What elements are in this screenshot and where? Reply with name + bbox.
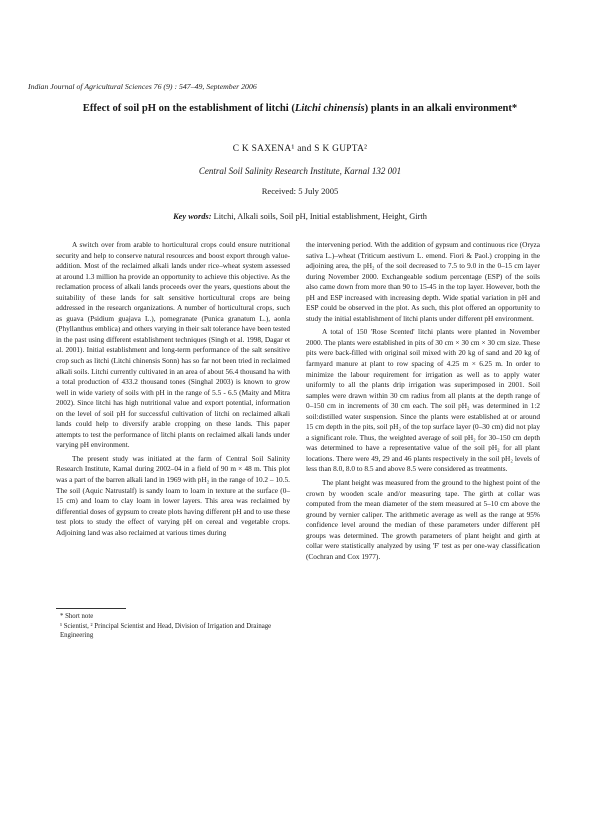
right-column	[306, 240, 540, 562]
keywords-label: Key words:	[173, 212, 212, 221]
paragraph: the intervening period. With the addition of gypsum and continuous rice (Oryza sativa L.)–wheat (Triticum aestivum L. emend. Fiori & Paol.) cropping in the adjoining area, the pH₂ of the soil decreased to 7.5 to 9.0 in the 0–15 cm layer during November 2000. Exchangeable sodium percentage (ESP) of the soils also came down from more than 90 to 15-45 in the top layer. However, both the pH and ESP increased with increasing depth. Wide spatial variation in pH and ESP could be observed in the plot. As such, this plot offered an opportunity to study the initial establishment of litchi plants under different pH environment.	[306, 240, 540, 323]
paragraph: The present study was initiated at the farm of Central Soil Salinity Research Institute, Karnal during 2002–04 in a field of 90 m × 48 m. This plot was a part of the barren alkali land in 1969 with pH₂ in the range of 10.2 – 10.5. The soil (Aquic Natrustalf) is sandy loam to loam in texture at the surface (0–15 cm) and loam to clay loam in lower layers. This area was reclaimed by differential doses of gypsum to create plots having different pH and to use these test plots to study the effect of varying pH on cereal and vegetable crops. Adjoining land was also reclaimed at various times during	[56, 453, 290, 537]
title-part-2: ) plants in an alkali environment*	[364, 103, 518, 114]
footnotes	[56, 608, 290, 641]
affiliation: Central Soil Salinity Research Institute, Karnal 132 001	[198, 166, 402, 176]
journal-citation: Indian Journal of Agricultural Sciences 76 (9) : 547–49, September 2006	[28, 82, 257, 91]
received-date: Received: 5 July 2005	[261, 186, 339, 196]
article-title	[60, 102, 540, 116]
keywords	[0, 212, 600, 221]
footnote: ¹ Scientist, ² Principal Scientist and Head, Division of Irrigation and Drainage Engineering	[60, 623, 272, 639]
paragraph: A total of 150 'Rose Scented' litchi plants were planted in November 2000. The plants were established in pits of 30 cm × 30 cm × 30 cm size. These pits were back-filled with original soil mixed with 20 kg of sand and 20 kg of farmyard manure at plant to row spacing of 4.25 m × 6.25 m. In order to minimize the labour requirement for irrigation as well as to apply water uniformly to all the plants drip irrigation was superimposed in 2001. Soil samples were drawn within 30 cm radius from all plants at the depth range of 0–150 cm in increments of 30 cm each. The soil pH₂ was determined in 1:2 soil:distilled water suspension. Since the plants were established at or around 15 cm depth in the pits, soil pH₂ of the top surface layer (0–30 cm) did not play a significant role. Thus, the weighted average of soil pH₂ for 30–150 cm depth was determined to have a representative value of the soil pH₂ for all plant locations. There were 49, 29 and 46 plants respectively in the soil pH₂ levels of less than 8.0, 8.0 to 8.5 and above 8.5 were considered as treatments.	[306, 327, 540, 474]
footnote: * Short note	[60, 613, 94, 620]
paragraph: A switch over from arable to horticultural crops could ensure nutritional security and help to conserve natural resources and boost export through value-addition. Most of the reclaimed alkali lands under rice–wheat system assessed at around 1.3 million ha provide an opportunity to achieve this objective. As the reclamation process of alkali lands proceeds over the years, questions about the suitability of these lands for salt sensitive horticultural crops are being addressed in the research organizations. A number of horticultural crops, such as guava (Psidium guajava L.), pomegranate (Punica granatum L.), aonla (Phyllanthus emblica) and others varying in their salt tolerance have been tested in the past using different establishment techniques (Singh et al. 1998, Dagar et al. 2001). Initial establishment and long-term performance of the salt sensitive crop such as litchi (Litchi chinensis Sonn) has so far not been tried in reclaimed alkali soils. Litchi currently cultivated in an area of about 56.4 thousand ha with a total production of 433.2 thousand tones (Singhal 2003) is known to grow well in wide variety of soils with pH in the range of 5.5 - 6.5 (Maity and Mitra 2002). Since litchi has high nutritional value and export potential, information on the level of soil pH for successful cultivation of litchi on reclaimed alkali lands could help to diversify arable cropping on these lands. This paper attempts to test the performance of litchi plants on reclaimed alkali lands under varying pH environment.	[56, 240, 290, 450]
paragraph: The plant height was measured from the ground to the highest point of the crown by wooden scale and/or measuring tape. The girth at collar was computed from the mean diameter of the stem measured at 5–10 cm above the ground by vernier caliper. The arithmetic average as well as the range at 95% confidence level around the median of these parameters under different pH groups was determined. The growth parameters of plant height and girth at collar were statistically analyzed by using 'F' test as per one-way classification (Cochran and Cox 1977).	[306, 478, 540, 561]
footnote-divider	[56, 608, 126, 609]
title-part-1: Effect of soil pH on the establishment of litchi (	[82, 103, 295, 114]
authors: C K SAXENA¹ and S K GUPTA²	[232, 144, 368, 154]
title-species: Litchi chinensis	[294, 103, 365, 114]
keywords-text: Litchi, Alkali soils, Soil pH, Initial establishment, Height, Girth	[211, 212, 427, 221]
left-column	[56, 240, 290, 538]
